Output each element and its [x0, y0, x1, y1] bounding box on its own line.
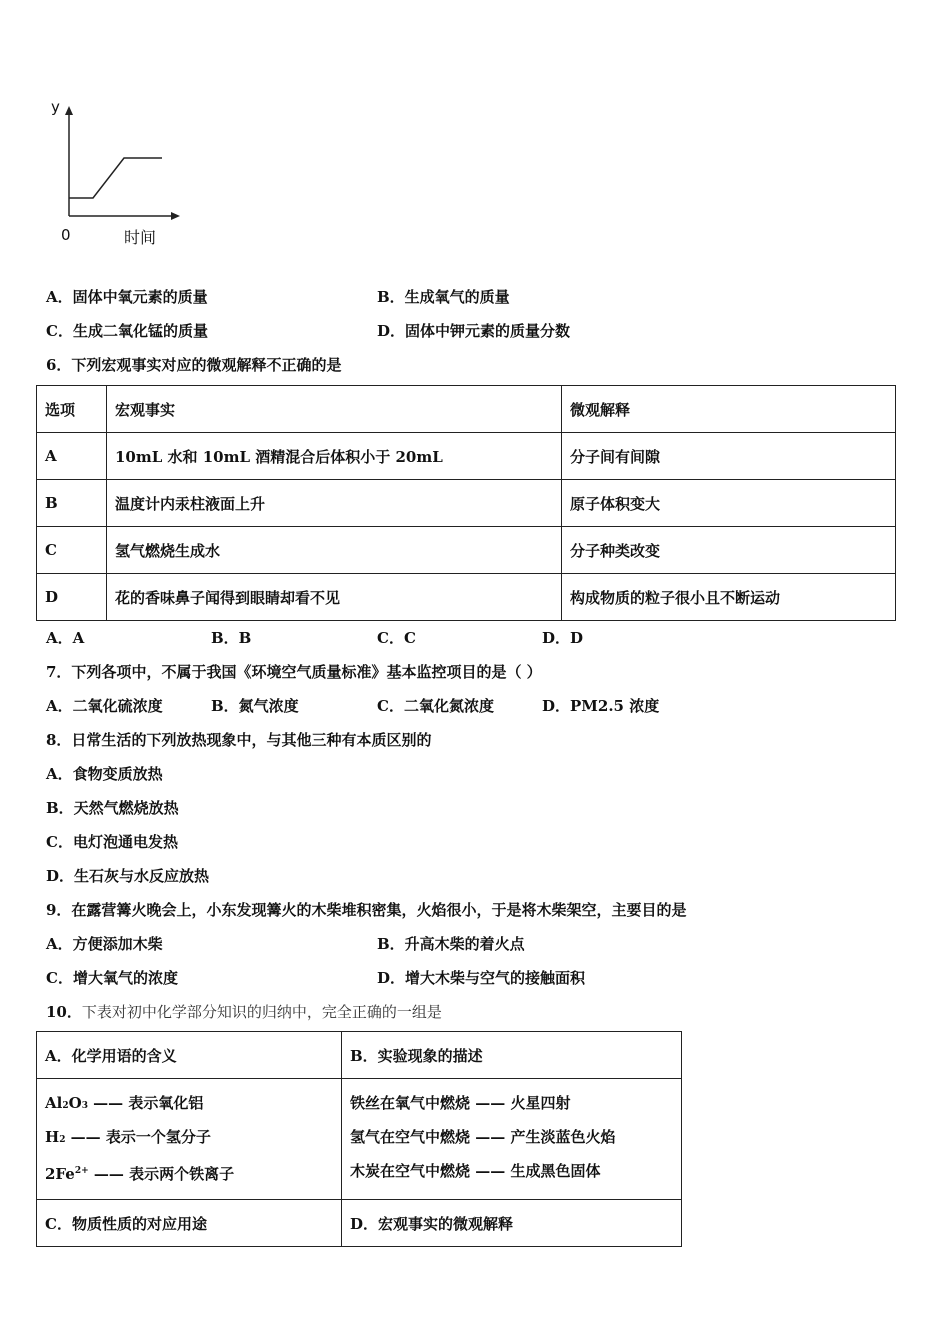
- table-row: [37, 480, 896, 527]
- row-option: D: [37, 574, 107, 621]
- q8-option-c: C．电灯泡通电发热: [46, 833, 178, 851]
- q7-option-c: C．二氧化氮浓度: [377, 697, 494, 715]
- row-option: B: [37, 480, 107, 527]
- row-explanation: 构成物质的粒子很小且不断运动: [562, 574, 896, 621]
- q9-option-c: C．增大氧气的浓度: [46, 969, 178, 987]
- q10-number: 10．: [46, 1003, 82, 1021]
- cell-b-title: B．实验现象的描述: [342, 1032, 682, 1079]
- q9-stem: 9．在露营篝火晚会上，小东发现篝火的木柴堆积密集，火焰很小，于是将木柴架空，主要目的是: [46, 901, 687, 919]
- q8-option-a: A．食物变质放热: [46, 765, 163, 783]
- chem-line-h2: H2 —— 表示一个氢分子: [45, 1128, 211, 1146]
- row-fact: 氢气燃烧生成水: [107, 527, 562, 574]
- q7-option-b: B．氮气浓度: [211, 697, 299, 715]
- cell-a-content: [37, 1079, 342, 1200]
- chem-line-al2o3: Al2O3 —— 表示氧化铝: [45, 1094, 204, 1112]
- graph-y-label: y: [51, 98, 60, 116]
- graph-origin-label: 0: [61, 226, 71, 244]
- q6-stem: 6．下列宏观事实对应的微观解释不正确的是: [46, 356, 342, 374]
- header-macro-fact: 宏观事实: [107, 386, 562, 433]
- q8-option-b: B．天然气燃烧放热: [46, 799, 179, 817]
- row-fact: 温度计内汞柱液面上升: [107, 480, 562, 527]
- phenomenon-line: 氢气在空气中燃烧 —— 产生淡蓝色火焰: [350, 1128, 616, 1146]
- q5-option-b: B．生成氧气的质量: [377, 288, 510, 306]
- row-explanation: 分子种类改变: [562, 527, 896, 574]
- row-fact: 花的香味鼻子闻得到眼睛却看不见: [107, 574, 562, 621]
- row-explanation: 原子体积变大: [562, 480, 896, 527]
- q6-option-a: A．A: [46, 629, 85, 647]
- graph-curve: [69, 158, 162, 198]
- table-row: [37, 1079, 682, 1200]
- q6-option-b: B．B: [211, 629, 252, 647]
- graph-x-label: 时间: [124, 228, 157, 247]
- header-option: 选项: [37, 386, 107, 433]
- q6-option-d: D．D: [542, 629, 584, 647]
- q10-table: [36, 1031, 682, 1247]
- q7-option-d: D．PM2.5 浓度: [542, 697, 660, 715]
- table-row: [37, 574, 896, 621]
- header-micro-explanation: 微观解释: [562, 386, 896, 433]
- q7-stem: 7．下列各项中，不属于我国《环境空气质量标准》基本监控项目的是（ ）: [46, 663, 542, 681]
- q5-option-a: A．固体中氧元素的质量: [46, 288, 208, 306]
- x-axis-arrow: [171, 212, 180, 220]
- row-option: C: [37, 527, 107, 574]
- phenomenon-line: 铁丝在氧气中燃烧 —— 火星四射: [350, 1094, 571, 1112]
- q6-option-c: C．C: [377, 629, 416, 647]
- phenomenon-line: 木炭在空气中燃烧 —— 生成黑色固体: [350, 1162, 601, 1180]
- row-fact: 10mL 水和 10mL 酒精混合后体积小于 20mL: [107, 433, 562, 480]
- q9-option-a: A．方便添加木柴: [46, 935, 163, 953]
- chem-line-fe: $2Fe^{2+}$ —— 表示两个铁离子: [45, 1165, 235, 1183]
- q8-option-d: D．生石灰与水反应放热: [46, 867, 210, 885]
- y-axis-arrow: [65, 106, 73, 115]
- cell-d-title: D．宏观事实的微观解释: [342, 1200, 682, 1247]
- row-explanation: 分子间有间隙: [562, 433, 896, 480]
- q9-option-d: D．增大木柴与空气的接触面积: [377, 969, 586, 987]
- table-row: [37, 433, 896, 480]
- q6-table: [36, 385, 896, 621]
- row-option: A: [37, 433, 107, 480]
- q5-option-d: D．固体中钾元素的质量分数: [377, 322, 571, 340]
- q9-option-b: B．升高木柴的着火点: [377, 935, 525, 953]
- q8-stem: 8．日常生活的下列放热现象中，与其他三种有本质区别的: [46, 731, 432, 749]
- table-row: [37, 1200, 682, 1247]
- q5-option-c: C．生成二氧化锰的质量: [46, 322, 208, 340]
- q7-option-a: A．二氧化硫浓度: [46, 697, 163, 715]
- cell-b-content: [342, 1079, 682, 1200]
- table-row: [37, 527, 896, 574]
- q10-stem: [46, 1001, 442, 1022]
- q10-text: 下表对初中化学部分知识的归纳中，完全正确的一组是: [81, 1003, 442, 1021]
- cell-a-title: A．化学用语的含义: [37, 1032, 342, 1079]
- table-row: [37, 386, 896, 433]
- table-row: [37, 1032, 682, 1079]
- cell-c-title: C．物质性质的对应用途: [37, 1200, 342, 1247]
